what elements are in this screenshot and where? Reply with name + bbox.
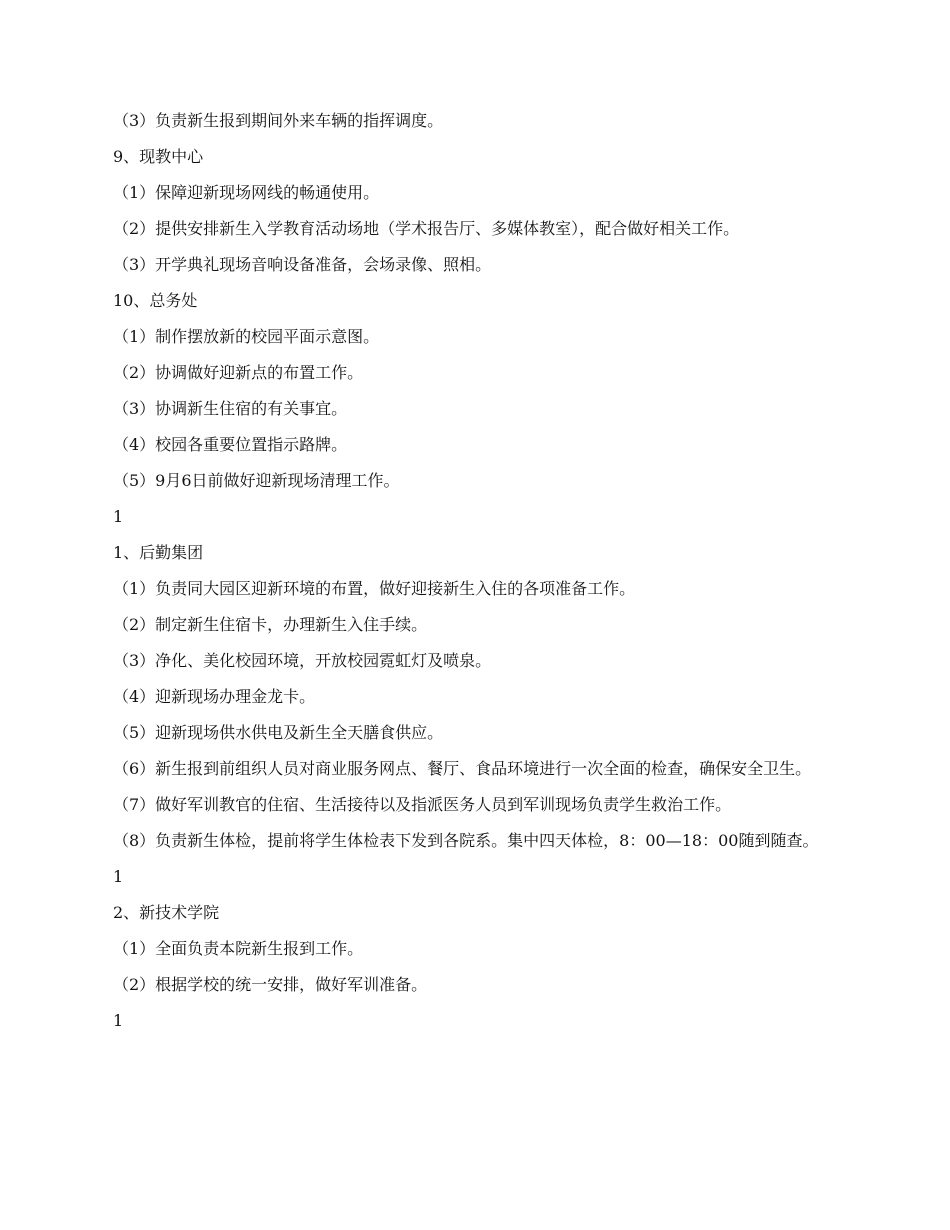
page-marker: 1 [113,507,124,526]
section-heading: 1、后勤集团 [113,543,204,562]
paragraph: （2）制定新生住宿卡，办理新生入住手续。 [113,615,428,634]
paragraph: （2）提供安排新生入学教育活动场地（学术报告厅、多媒体教室），配合做好相关工作。 [113,219,740,238]
page-marker: 1 [113,867,124,886]
paragraph: （3）协调新生住宿的有关事宜。 [113,399,348,418]
paragraph: （3）净化、美化校园环境，开放校园霓虹灯及喷泉。 [113,651,492,670]
paragraph: （1）全面负责本院新生报到工作。 [113,939,364,958]
paragraph: （5）迎新现场供水供电及新生全天膳食供应。 [113,723,444,742]
section-heading: 10、总务处 [113,291,198,310]
paragraph: （1）保障迎新现场网线的畅通使用。 [113,183,380,202]
section-heading: 2、新技术学院 [113,903,220,922]
paragraph: （3）开学典礼现场音响设备准备，会场录像、照相。 [113,255,492,274]
paragraph: （1）负责同大园区迎新环境的布置，做好迎接新生入住的各项准备工作。 [113,579,636,598]
paragraph: （8）负责新生体检，提前将学生体检表下发到各院系。集中四天体检，8：00—18：00随到随查。 [113,831,819,850]
page-marker: 1 [113,1011,124,1030]
paragraph: （5）9月6日前做好迎新现场清理工作。 [113,471,400,490]
paragraph: （1）制作摆放新的校园平面示意图。 [113,327,380,346]
paragraph: （6）新生报到前组织人员对商业服务网点、餐厅、食品环境进行一次全面的检查，确保安全卫生。 [113,759,812,778]
paragraph: （4）校园各重要位置指示路牌。 [113,435,348,454]
paragraph: （3）负责新生报到期间外来车辆的指挥调度。 [113,111,444,130]
paragraph: （2）根据学校的统一安排，做好军训准备。 [113,975,428,994]
paragraph: （2）协调做好迎新点的布置工作。 [113,363,364,382]
section-heading: 9、现教中心 [113,147,204,166]
document-body [113,112,835,1048]
paragraph: （4）迎新现场办理金龙卡。 [113,687,316,706]
paragraph: （7）做好军训教官的住宿、生活接待以及指派医务人员到军训现场负责学生救治工作。 [113,795,732,814]
